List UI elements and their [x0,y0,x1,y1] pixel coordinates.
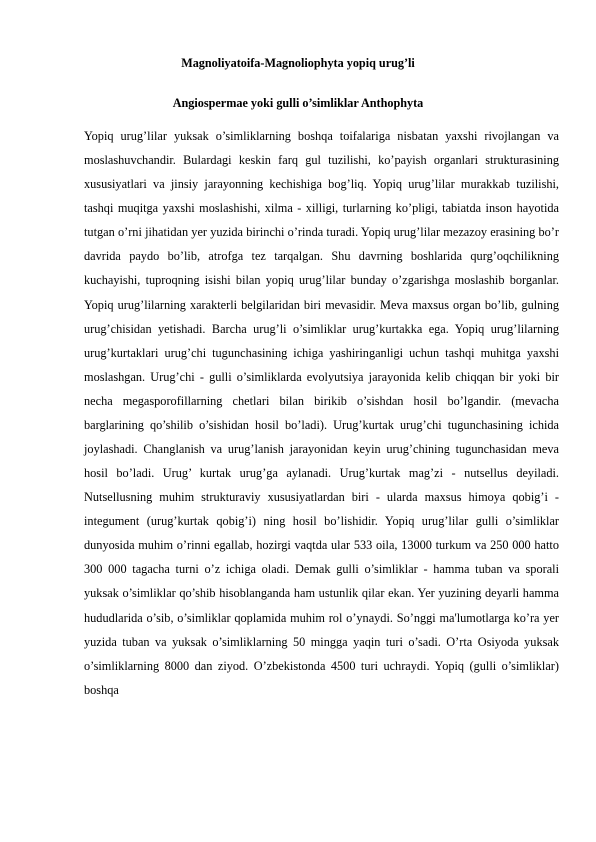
document-title: Magnoliyatoifa-Magnoliophyta yopiq urug’li [181,56,415,70]
body-paragraph: Yopiq urug’lilar yuksak o’simliklarning boshqa toifalariga nisbatan yaxshi rivojlangan va moslashuvchandir. Bulardagi keskin farq gul tuzilishi, ko’payish organlari strukturasining xususiyatlari va jinsiy jarayonning kechishiga bog’liq. Yopiq urug’lilar murakkab tuzilishi, tashqi muqitga yaxshi moslashishi, xilma - xilligi, turlarning ko’pligi, tabiatda inson hayotida tutgan o’rni jihatidan yer yuzida birinchi o’rinda turadi. Yopiq urug’lilar mezazoy erasining bo’r davrida paydo bo’lib, atrofga tez tarqalgan. Shu davrning boshlarida qurg’oqchilikning kuchayishi, tuproqning isishi bilan yopiq urug’lilar bunday o’zgarishga moslashib borganlar. Yopiq urug’lilarning xarakterli belgilaridan biri mevasidir. Meva maxsus organ bo’lib, gulning urug’chisidan yetishadi. Barcha urug’li o’simliklar urug’kurtakka ega. Yopiq urug’lilarning urug’kurtaklari urug’chi tugunchasining ichiga yashiringanligi uchun tashqi muhitga yaxshi moslashgan. Urug’chi - gulli o’simliklarda evolyutsiya jarayonida kelib chiqqan bir yoki bir necha megasporofillarning chetlari bilan birikib o’sishdan hosil bo’lgandir. (mevacha barglarining qo’shilib o’sishidan hosil bo’ladi). Urug’kurtak urug’chi tugunchasining ichida joylashadi. Changlanish va urug’lanish jarayonidan keyin urug’chining tugunchasidan meva hosil bo’ladi. Urug’ kurtak urug’ga aylanadi. Urug’kurtak mag’zi - nutsellus deyiladi. Nutsellusning muhim strukturaviy xususiyatlardan biri - ularda maxsus himoya qobig’i -integument (urug’kurtak qobig’i) ning hosil bo’lishidir. Yopiq urug’lilar gulli o’simliklar dunyosida muhim o’rinni egallab, hozirgi vaqtda ular 533 oila, 13000 turkum va 250 000 hatto 300 000 tagacha turni o’z ichiga oladi. Demak gulli o’simliklar - hamma tuban va sporali yuksak o’simliklar qo’shib hisoblanganda ham ustunlik qilar ekan. Yer yuzining deyarli hamma hududlarida o’sib, o’simliklar qoplamida muhim rol o’ynaydi. So’nggi ma'lumotlarga ko’ra yer yuzida tuban va yuksak o’simliklarning 50 mingga yaqin turi o’sadi. O’rta Osiyoda yuksak o’simliklarning 8000 dan ziyod. O’zbekistonda 4500 turi uchraydi. Yopiq (gulli o’simliklar) boshqa [84,129,559,697]
document-subtitle: Angiospermae yoki gulli o’simliklar Anthophyta [172,96,424,110]
